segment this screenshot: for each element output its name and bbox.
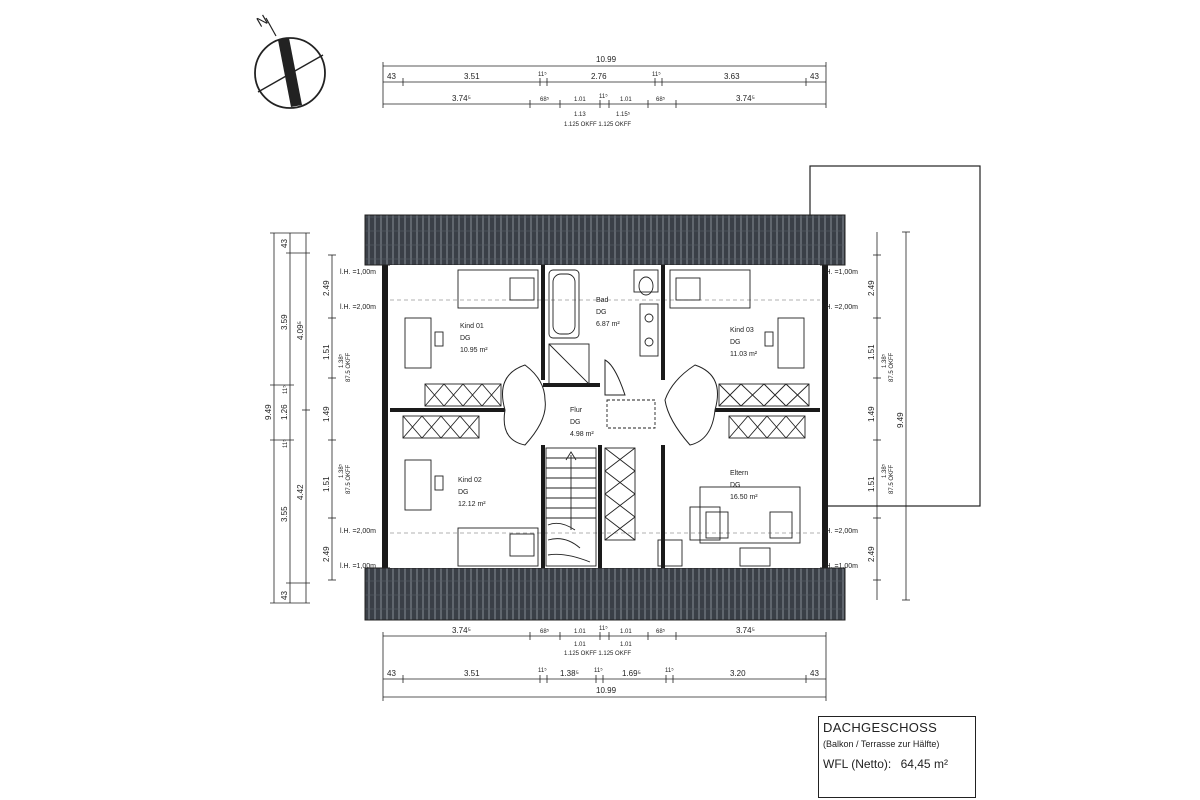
svg-text:10.95 m²: 10.95 m²	[460, 347, 488, 354]
svg-text:11⁵: 11⁵	[652, 72, 661, 78]
svg-text:11.03 m²: 11.03 m²	[730, 351, 758, 358]
svg-text:1.01: 1.01	[574, 629, 586, 635]
svg-text:11⁵: 11⁵	[283, 439, 289, 448]
svg-text:87.5 OKFF: 87.5 OKFF	[889, 352, 895, 382]
svg-text:3.51: 3.51	[464, 72, 480, 81]
svg-text:l.H. =2,00m: l.H. =2,00m	[340, 304, 376, 311]
svg-text:1.15⁵: 1.15⁵	[616, 112, 631, 118]
svg-text:43: 43	[810, 669, 819, 678]
svg-text:43: 43	[280, 239, 289, 248]
svg-text:1.01: 1.01	[574, 642, 586, 648]
svg-text:3.74⁵: 3.74⁵	[736, 626, 755, 635]
svg-text:3.59: 3.59	[280, 314, 289, 330]
svg-text:68⁵: 68⁵	[540, 629, 550, 635]
svg-text:l.H. =2,00m: l.H. =2,00m	[340, 528, 376, 535]
svg-text:9.49: 9.49	[896, 412, 905, 428]
svg-text:11⁵: 11⁵	[599, 94, 608, 100]
floor-subtitle: (Balkon / Terrasse zur Hälfte)	[823, 739, 940, 749]
svg-text:11⁵: 11⁵	[538, 668, 547, 674]
svg-text:3.55: 3.55	[280, 506, 289, 522]
svg-text:4.09⁵: 4.09⁵	[296, 321, 305, 340]
svg-text:1.01: 1.01	[620, 629, 632, 635]
svg-text:43: 43	[280, 591, 289, 600]
north-label: N	[253, 11, 271, 31]
svg-text:87.5 OKFF: 87.5 OKFF	[346, 352, 352, 382]
svg-text:l.H. =1,00m: l.H. =1,00m	[822, 269, 858, 276]
svg-text:1.51: 1.51	[322, 344, 331, 360]
svg-text:1.38⁵: 1.38⁵	[339, 463, 345, 478]
svg-text:11⁵: 11⁵	[283, 385, 289, 394]
top-dimension-chains	[383, 62, 826, 108]
svg-text:1.69⁵: 1.69⁵	[622, 669, 641, 678]
svg-text:1.49: 1.49	[322, 406, 331, 422]
svg-text:87.5 OKFF: 87.5 OKFF	[346, 464, 352, 494]
svg-text:Kind 02: Kind 02	[458, 477, 482, 484]
left-dimension-labels	[264, 239, 352, 600]
svg-text:1.49: 1.49	[867, 406, 876, 422]
svg-text:12.12 m²: 12.12 m²	[458, 501, 486, 508]
svg-text:2.49: 2.49	[867, 546, 876, 562]
svg-text:1.01: 1.01	[574, 97, 586, 103]
svg-text:43: 43	[387, 72, 396, 81]
svg-text:1.38⁵: 1.38⁵	[882, 463, 888, 478]
bottom-total-dim: 10.99	[596, 686, 617, 695]
svg-text:9.49: 9.49	[264, 404, 273, 420]
svg-text:68⁵: 68⁵	[656, 629, 666, 635]
svg-text:1.51: 1.51	[322, 476, 331, 492]
svg-text:3.63: 3.63	[724, 72, 740, 81]
svg-text:DG: DG	[458, 489, 469, 496]
svg-text:1.38⁵: 1.38⁵	[882, 353, 888, 368]
svg-text:3.20: 3.20	[730, 669, 746, 678]
right-dimension-labels	[867, 280, 905, 562]
svg-text:2.76: 2.76	[591, 72, 607, 81]
svg-text:3.51: 3.51	[464, 669, 480, 678]
svg-text:l.H. =1,00m: l.H. =1,00m	[822, 563, 858, 570]
svg-text:87.5 OKFF: 87.5 OKFF	[889, 464, 895, 494]
wfl-value: 64,45 m²	[900, 757, 948, 771]
svg-text:Eltern: Eltern	[730, 470, 749, 477]
svg-text:3.74⁵: 3.74⁵	[452, 626, 471, 635]
svg-text:1.01: 1.01	[620, 97, 632, 103]
svg-text:DG: DG	[460, 335, 471, 342]
svg-text:1.26: 1.26	[280, 404, 289, 420]
svg-text:1.125 OKFF 1.125 OKFF: 1.125 OKFF 1.125 OKFF	[564, 122, 632, 128]
svg-text:16.50 m²: 16.50 m²	[730, 494, 758, 501]
wfl-label: WFL (Netto):	[823, 757, 892, 771]
living-area	[823, 757, 971, 771]
svg-text:11⁵: 11⁵	[599, 626, 608, 632]
svg-text:43: 43	[387, 669, 396, 678]
floor-title: DACHGESCHOSS	[823, 720, 938, 735]
title-block	[818, 716, 976, 798]
svg-text:l.H. =2,00m: l.H. =2,00m	[822, 304, 858, 311]
svg-text:DG: DG	[570, 419, 581, 426]
svg-text:43: 43	[810, 72, 819, 81]
svg-text:DG: DG	[730, 482, 741, 489]
svg-text:l.H. =1,00m: l.H. =1,00m	[340, 269, 376, 276]
svg-text:l.H. =2,00m: l.H. =2,00m	[822, 528, 858, 535]
svg-text:11⁵: 11⁵	[538, 72, 547, 78]
svg-text:3.74⁵: 3.74⁵	[736, 94, 755, 103]
svg-text:11⁵: 11⁵	[665, 668, 674, 674]
svg-text:1.51: 1.51	[867, 344, 876, 360]
svg-text:68⁵: 68⁵	[540, 97, 550, 103]
svg-text:4.42: 4.42	[296, 484, 305, 500]
svg-text:2.49: 2.49	[322, 280, 331, 296]
svg-text:DG: DG	[730, 339, 741, 346]
svg-text:2.49: 2.49	[867, 280, 876, 296]
svg-text:1.38⁵: 1.38⁵	[339, 353, 345, 368]
svg-text:Kind 01: Kind 01	[460, 323, 484, 330]
svg-text:68⁵: 68⁵	[656, 97, 666, 103]
svg-text:1.38⁵: 1.38⁵	[560, 669, 579, 678]
svg-text:3.74⁵: 3.74⁵	[452, 94, 471, 103]
svg-text:l.H. =1,00m: l.H. =1,00m	[340, 563, 376, 570]
svg-text:4.98 m²: 4.98 m²	[570, 431, 594, 438]
svg-text:11⁵: 11⁵	[594, 668, 603, 674]
svg-text:1.51: 1.51	[867, 476, 876, 492]
top-total-dim: 10.99	[596, 55, 617, 64]
svg-text:1.01: 1.01	[620, 642, 632, 648]
svg-text:Flur: Flur	[570, 407, 583, 414]
svg-text:2.49: 2.49	[322, 546, 331, 562]
svg-text:DG: DG	[596, 309, 607, 316]
svg-text:1.13: 1.13	[574, 112, 586, 118]
svg-text:6.87 m²: 6.87 m²	[596, 321, 620, 328]
svg-text:1.125 OKFF 1.125 OKFF: 1.125 OKFF 1.125 OKFF	[564, 651, 632, 657]
svg-text:Bad: Bad	[596, 297, 609, 304]
svg-text:Kind 03: Kind 03	[730, 327, 754, 334]
north-arrow-icon	[254, 11, 325, 108]
